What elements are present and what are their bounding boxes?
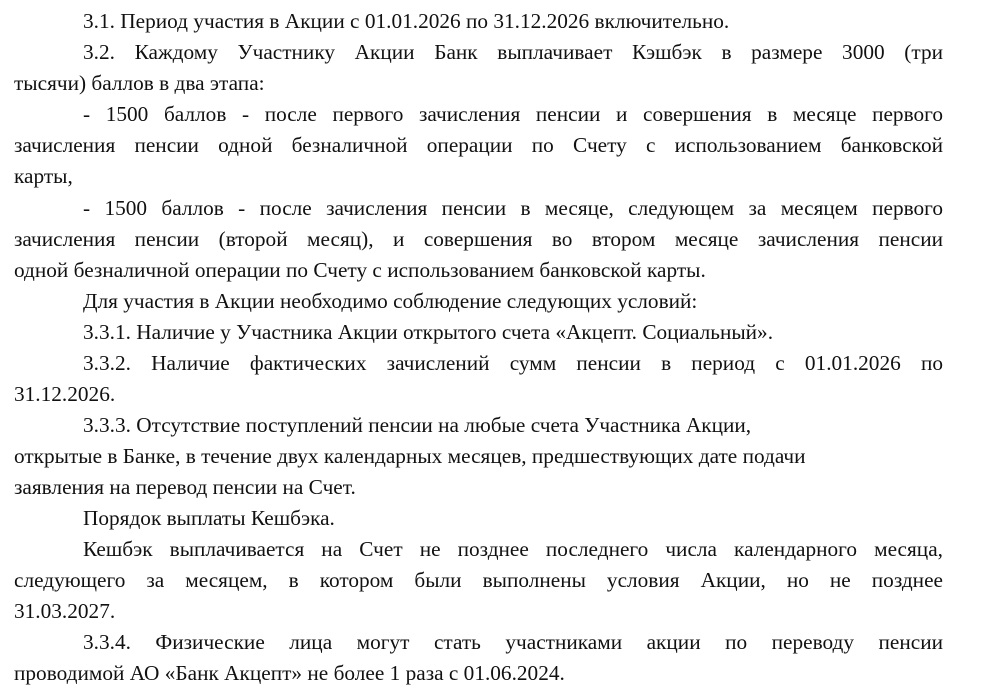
clause-3-2-line-1: 3.2. Каждому Участнику Акции Банк выплачивает Кэшбэк в размере 3000 (три <box>83 40 943 64</box>
payout-heading: Порядок выплаты Кешбэка. <box>83 506 335 530</box>
clause-3-3-2-line-2: 31.12.2026. <box>14 382 116 406</box>
clause-3-3-3-line-1: 3.3.3. Отсутствие поступлений пенсии на любые счета Участника Акции, <box>83 413 752 437</box>
stage-2-line-2: зачисления пенсии (второй месяц), и совершения во втором месяце зачисления пенсии <box>14 227 943 251</box>
payout-line-2: следующего за месяцем, в котором были выполнены условия Акции, но не позднее <box>14 568 943 592</box>
conditions-intro: Для участия в Акции необходимо соблюдение следующих условий: <box>83 289 698 313</box>
clause-3-3-4-line-1: 3.3.4. Физические лица могут стать участниками акции по переводу пенсии <box>83 630 943 654</box>
stage-2-line-1: - 1500 баллов - после зачисления пенсии в месяце, следующем за месяцем первого <box>83 196 943 220</box>
stage-2-line-3: одной безналичной операции по Счету с использованием банковской карты. <box>14 258 706 282</box>
clause-3-2-line-2: тысячи) баллов в два этапа: <box>14 71 265 95</box>
clause-3-3-3-line-3: заявления на перевод пенсии на Счет. <box>14 475 356 499</box>
clause-3-3-2-line-1: 3.3.2. Наличие фактических зачислений сумм пенсии в период с 01.01.2026 по <box>83 351 943 375</box>
stage-1-line-2: зачисления пенсии одной безналичной операции по Счету с использованием банковской <box>14 133 943 157</box>
payout-line-3: 31.03.2027. <box>14 599 116 623</box>
clause-3-3-1-line: 3.3.1. Наличие у Участника Акции открытого счета «Акцепт. Социальный». <box>83 320 774 344</box>
payout-line-1: Кешбэк выплачивается на Счет не позднее последнего числа календарного месяца, <box>83 537 943 561</box>
stage-1-line-1: - 1500 баллов - после первого зачисления пенсии и совершения в месяце первого <box>83 102 943 126</box>
clause-3-3-4-line-2: проводимой АО «Банк Акцепт» не более 1 раза с 01.06.2024. <box>14 661 565 685</box>
clause-3-1-line: 3.1. Период участия в Акции с 01.01.2026 по 31.12.2026 включительно. <box>83 9 730 33</box>
stage-1-line-3: карты, <box>14 164 73 188</box>
clause-3-3-3-line-2: открытые в Банке, в течение двух календарных месяцев, предшествующих дате подачи <box>14 444 806 468</box>
